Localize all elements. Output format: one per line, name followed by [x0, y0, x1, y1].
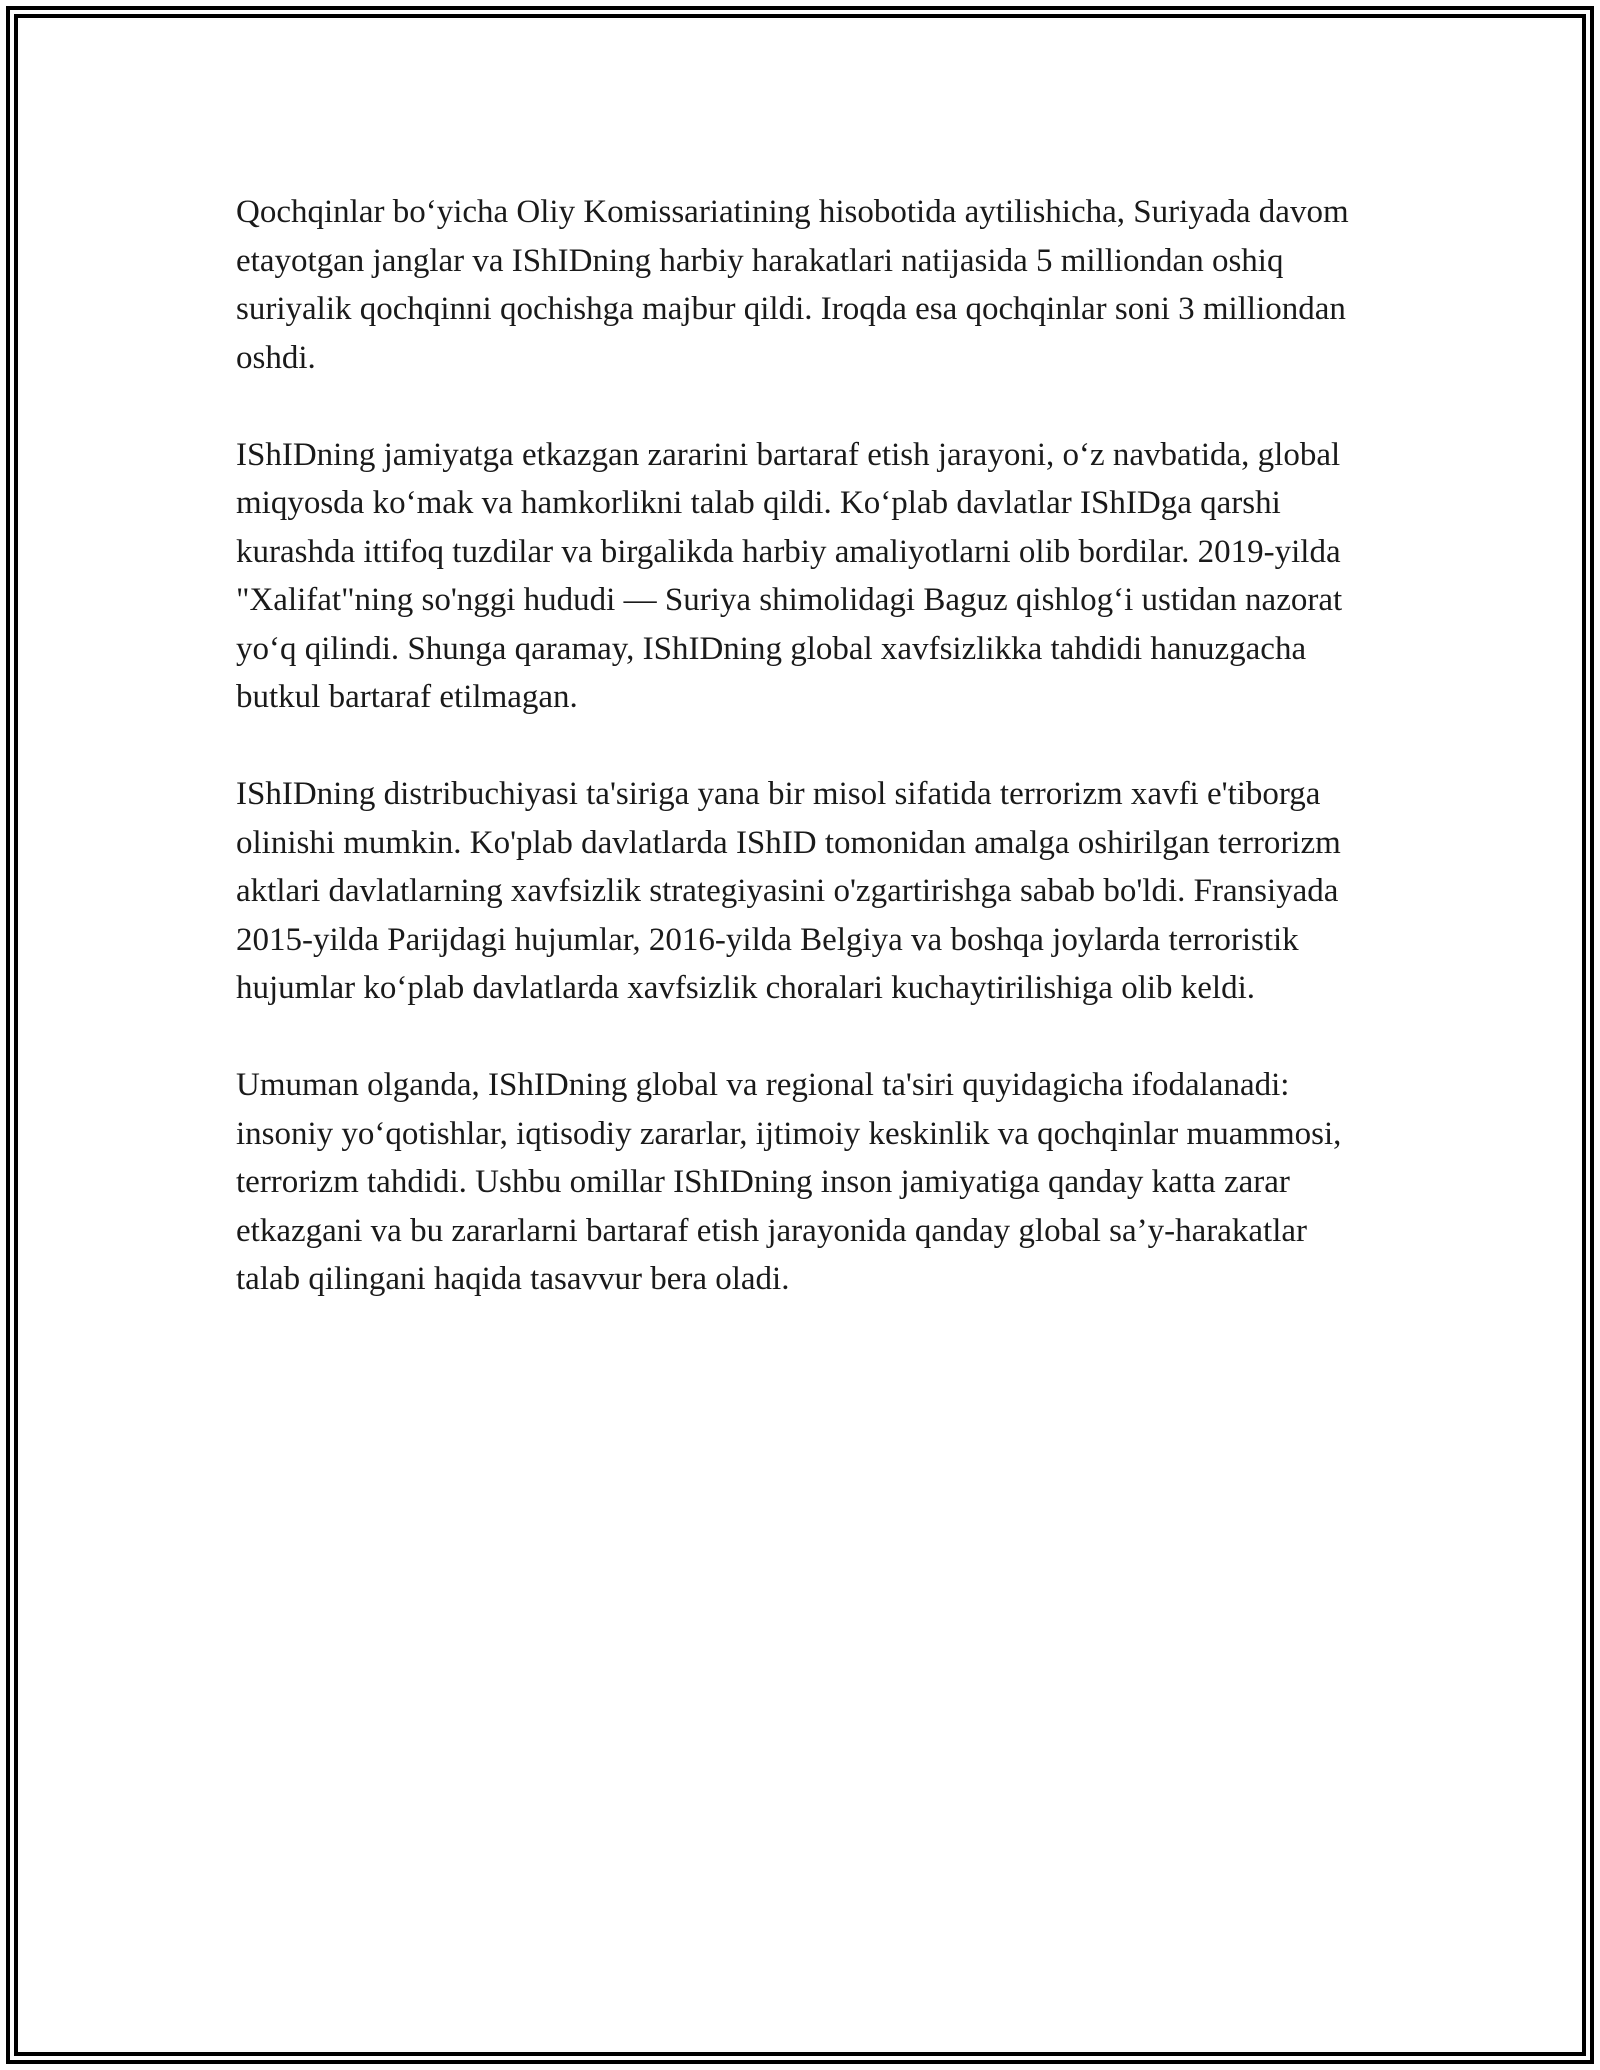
document-body [236, 188, 1370, 1352]
paragraph-refugees: Qochqinlar bo‘yicha Oliy Komissariatining hisobotida aytilishicha, Suriyada davom etayotgan janglar va IShIDning harbiy harakatlari natijasida 5 milliondan oshiq suriyalik qochqinni qochishga majbur qildi. Iroqda esa qochqinlar soni 3 milliondan oshdi. [236, 194, 1349, 376]
paragraph-conclusion: Umuman olganda, IShIDning global va regional ta'siri quyidagicha ifodalanadi: insoniy yo‘qotishlar, iqtisodiy zararlar, ijtimoiy keskinlik va qochqinlar muammosi, terrorizm tahdidi. Ushbu omillar IShIDning inson jamiyatiga qanday katta zarar etkazgani va bu zararlarni bartaraf etish jarayonida qanday global sa’y-harakatlar talab qilingani haqida tasavvur bera oladi. [236, 1067, 1342, 1297]
paragraph-cooperation: IShIDning jamiyatga etkazgan zararini bartaraf etish jarayoni, o‘z navbatida, global miqyosda ko‘mak va hamkorlikni talab qildi. Ko‘plab davlatlar IShIDga qarshi kurashda ittifoq tuzdilar va birgalikda harbiy amaliyotlarni olib bordilar. 2019-yilda "Xalifat"ning so'nggi hududi — Suriya shimolidagi Baguz qishlog‘i ustidan nazorat yo‘q qilindi. Shunga qaramay, IShIDning global xavfsizlikka tahdidi hanuzgacha butkul bartaraf etilmagan. [236, 436, 1343, 715]
paragraph-terrorism-threat: IShIDning distribuchiyasi ta'siriga yana bir misol sifatida terrorizm xavfi e'tiborga olinishi mumkin. Ko'plab davlatlarda IShID tomonidan amalga oshirilgan terrorizm aktlari davlatlarning xavfsizlik strategiyasini o'zgartirishga sabab bo'ldi. Fransiyada 2015-yilda Parijdagi hujumlar, 2016-yilda Belgiya va boshqa joylarda terroristik hujumlar ko‘plab davlatlarda xavfsizlik choralari kuchaytirilishiga olib keldi. [236, 776, 1341, 1006]
